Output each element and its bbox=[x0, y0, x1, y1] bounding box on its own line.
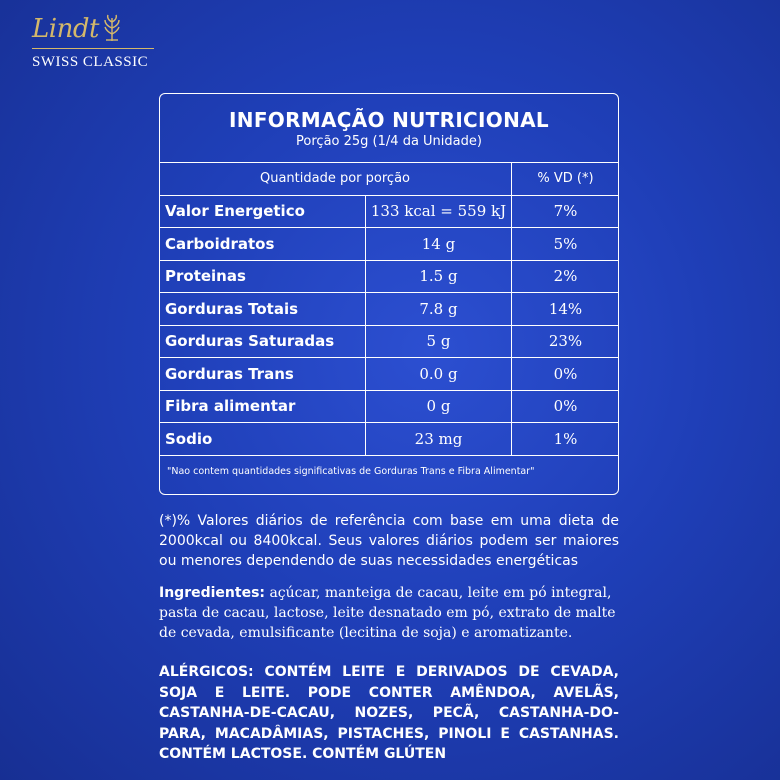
nutrient-name: Valor Energetico bbox=[159, 195, 366, 228]
nutrient-vd: 5% bbox=[512, 228, 620, 261]
nutrient-name: Sodio bbox=[159, 423, 366, 456]
nutrition-facts-panel bbox=[159, 93, 619, 495]
wheat-emblem-icon bbox=[101, 14, 123, 42]
allergens-paragraph: ALÉRGICOS: CONTÉM LEITE E DERIVADOS DE CEVADA, SOJA E LEITE. PODE CONTER AMÊNDOA, AVELÃS, CASTANHA-DE-CACAU, NOZES, PECÃ, CASTANHA-DO-PARA, MACADÂMIAS, PISTACHES, PINOLI E CASTANHAS. CONTÉM LACTOSE. CONTÉM GLÚTEN bbox=[159, 664, 619, 762]
nutrient-vd: 14% bbox=[512, 293, 620, 326]
nutrient-amount: 133 kcal = 559 kJ bbox=[366, 195, 512, 228]
brand-wordmark: Lindt bbox=[32, 14, 99, 44]
ingredients-paragraph bbox=[159, 583, 619, 643]
nutrient-vd: 7% bbox=[512, 195, 620, 228]
ingredients-text: açúcar, manteiga de cacau, leite em pó integral, pasta de cacau, lactose, leite desnatado em pó, extrato de malte de cevada, emulsificante (lecitina de soja) e aromatizante. bbox=[159, 585, 616, 641]
table-header-row bbox=[159, 163, 619, 196]
serving-size: Porção 25g (1/4 da Unidade) bbox=[296, 134, 482, 149]
table-row bbox=[159, 390, 619, 423]
nutrition-table bbox=[159, 162, 619, 487]
nutrient-amount: 23 mg bbox=[366, 423, 512, 456]
table-row bbox=[159, 195, 619, 228]
nutrient-name: Fibra alimentar bbox=[159, 390, 366, 423]
nutrient-name: Proteinas bbox=[159, 260, 366, 293]
table-note-row bbox=[159, 455, 619, 487]
nutrient-amount: 1.5 g bbox=[366, 260, 512, 293]
header-vd: % VD (*) bbox=[512, 163, 620, 196]
nutrition-title: INFORMAÇÃO NUTRICIONAL bbox=[229, 108, 549, 132]
brand-logo bbox=[32, 14, 162, 71]
daily-value-note: (*)% Valores diários de referência com base em uma dieta de 2000kcal ou 8400kcal. Seus valores diários podem ser maiores ou menores dependendo de suas necessidades energéticas bbox=[159, 513, 619, 569]
nutrient-vd: 0% bbox=[512, 390, 620, 423]
nutrient-name: Gorduras Totais bbox=[159, 293, 366, 326]
table-row bbox=[159, 260, 619, 293]
table-row bbox=[159, 228, 619, 261]
nutrient-name: Gorduras Saturadas bbox=[159, 325, 366, 358]
nutrient-name: Carboidratos bbox=[159, 228, 366, 261]
table-row bbox=[159, 423, 619, 456]
nutrient-vd: 2% bbox=[512, 260, 620, 293]
nutrient-amount: 5 g bbox=[366, 325, 512, 358]
ingredients-label: Ingredientes: bbox=[159, 585, 265, 601]
logo-divider bbox=[32, 48, 154, 49]
nutrient-vd: 1% bbox=[512, 423, 620, 456]
table-row bbox=[159, 293, 619, 326]
product-line: SWISS CLASSIC bbox=[32, 54, 149, 70]
header-quantity: Quantidade por porção bbox=[159, 163, 512, 196]
table-footnote: "Nao contem quantidades significativas de Gorduras Trans e Fibra Alimentar" bbox=[159, 455, 619, 487]
nutrient-vd: 23% bbox=[512, 325, 620, 358]
table-row bbox=[159, 358, 619, 391]
nutrient-name: Gorduras Trans bbox=[159, 358, 366, 391]
nutrient-vd: 0% bbox=[512, 358, 620, 391]
nutrient-amount: 0 g bbox=[366, 390, 512, 423]
nutrient-amount: 0.0 g bbox=[366, 358, 512, 391]
table-row bbox=[159, 325, 619, 358]
nutrient-amount: 7.8 g bbox=[366, 293, 512, 326]
nutrient-amount: 14 g bbox=[366, 228, 512, 261]
